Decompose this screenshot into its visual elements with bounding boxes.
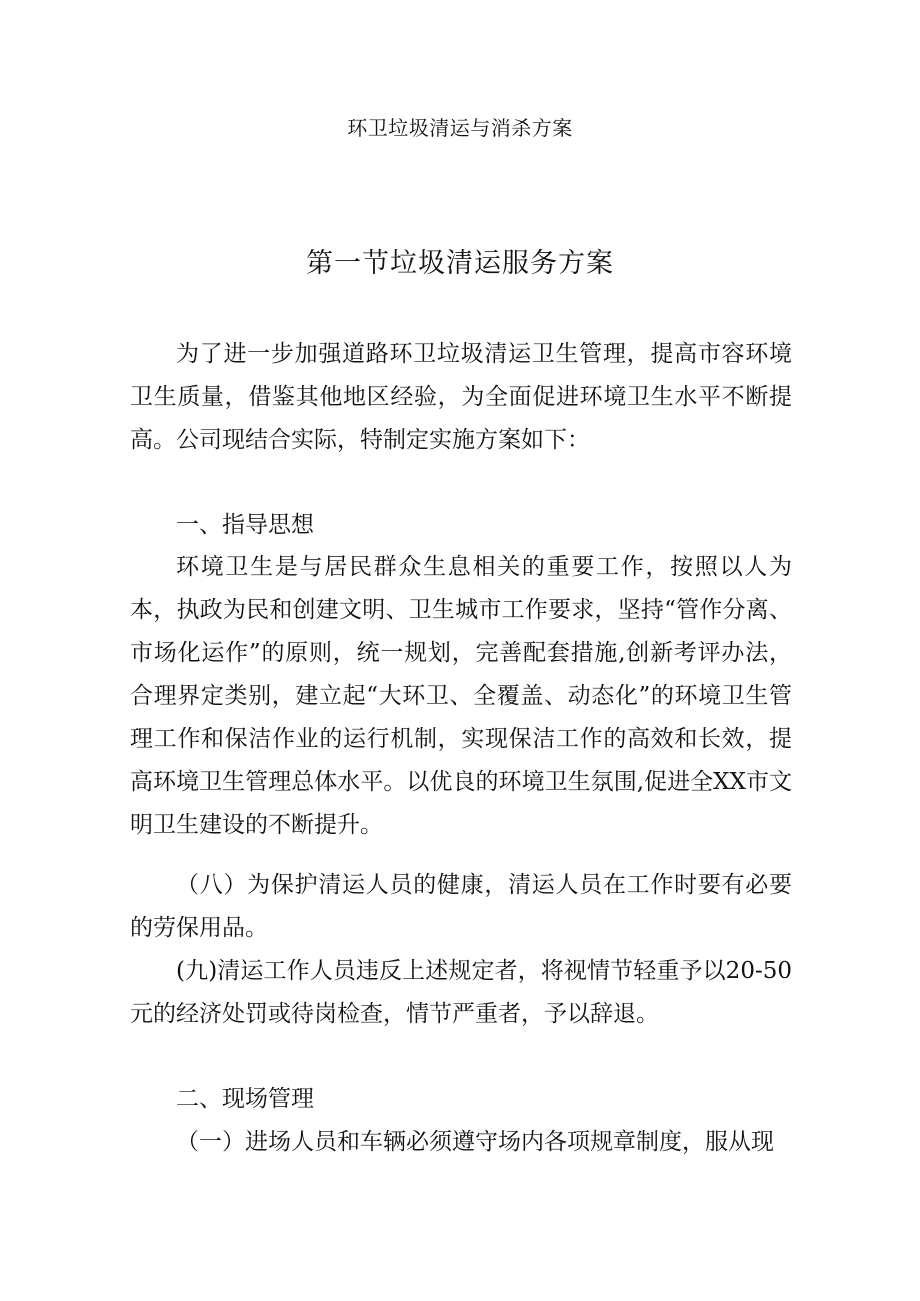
item-nine-paragraph: (九)清运工作人员违反上述规定者，将视情节轻重予以20-50元的经济处罚或待岗检查，情节严重者，予以辞退。 (130, 958, 792, 1027)
guiding-ideology-paragraph: 环境卫生是与居民群众生息相关的重要工作，按照以人为本，执政为民和创建文明、卫生城市工作要求，坚持“管作分离、市场化运作”的原则，统一规划，完善配套措施,创新考评办法，合理界定类别，建立起“大环卫、全覆盖、动态化”的环境卫生管理工作和保洁作业的运行机制，实现保洁工作的高效和长效，提高环境卫生管理总体水平。以优良的环境卫生氛围,促进全XX市文明卫生建设的不断提升。 (130, 554, 792, 838)
heading-site-management: 二、现场管理 (176, 1086, 314, 1112)
document-title: 环卫垃圾清运与消杀方案 (347, 116, 573, 140)
item-eight-paragraph: （八）为保护清运人员的健康，清运人员在工作时要有必要的劳保用品。 (130, 872, 792, 941)
intro-paragraph: 为了进一步加强道路环卫垃圾清运卫生管理，提高市容环境卫生质量，借鉴其他地区经验，为全面促进环境卫生水平不断提高。公司现结合实际，特制定实施方案如下： (130, 341, 792, 453)
heading-guiding-ideology: 一、指导思想 (176, 512, 314, 538)
section-title: 第一节垃圾清运服务方案 (306, 248, 614, 279)
site-management-item-one: （一）进场人员和车辆必须遵守场内各项规章制度，服从现 (176, 1129, 774, 1155)
